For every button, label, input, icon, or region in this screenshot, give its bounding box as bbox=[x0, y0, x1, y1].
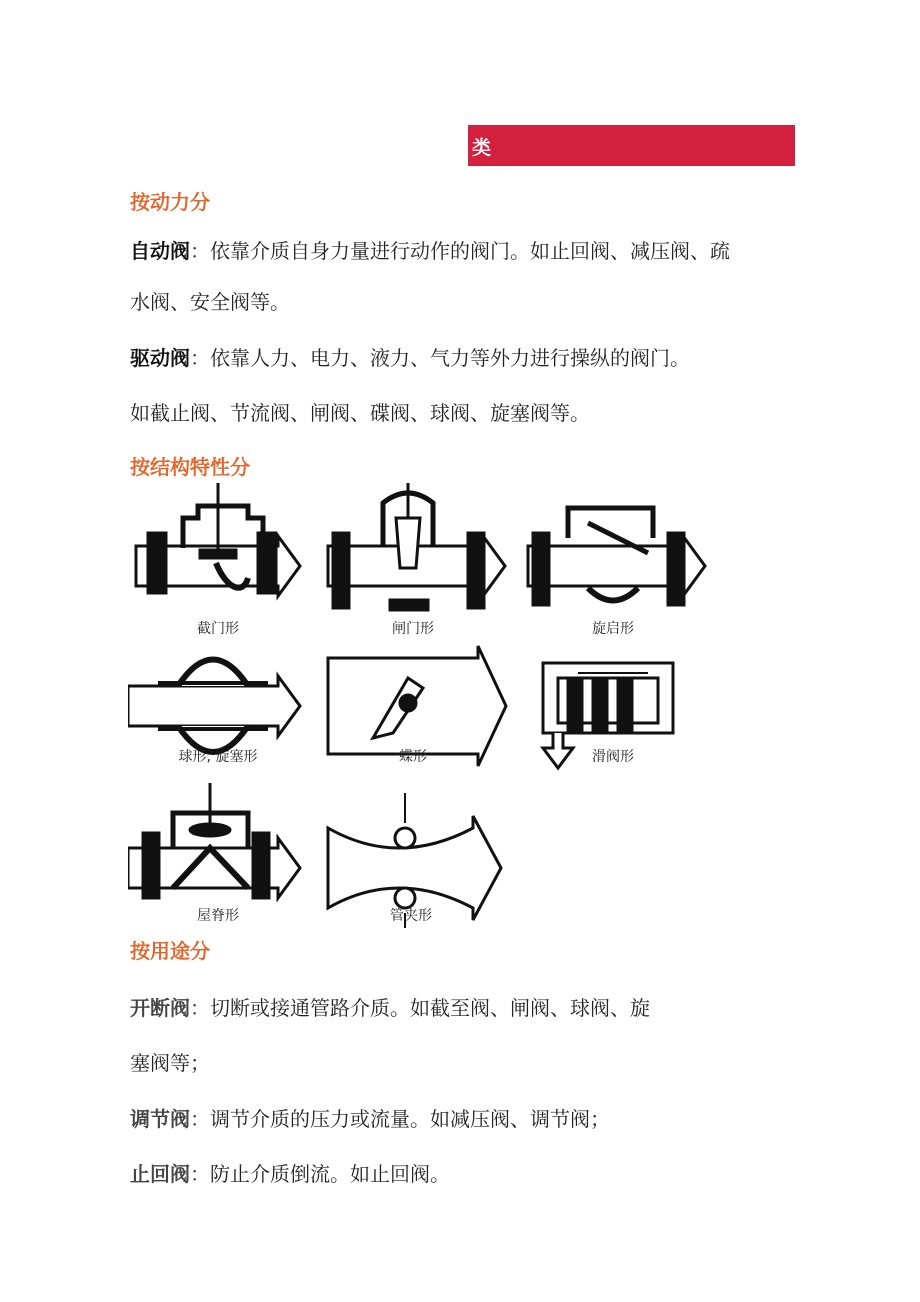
auto-valve-line-1 bbox=[130, 235, 730, 264]
caption-swing-check: 旋启形 bbox=[592, 621, 634, 637]
globe-valve-diagram bbox=[136, 483, 300, 596]
heading-by-usage: 按用途分 bbox=[130, 939, 210, 963]
caption-pinch: 管夹形 bbox=[390, 908, 432, 924]
caption-diaphragm: 屋脊形 bbox=[197, 908, 239, 924]
auto-valve-desc-1: 依靠介质自身力量进行动作的阀门。如止回阀、减压阀、疏 bbox=[210, 239, 730, 263]
valve-diagrams bbox=[128, 478, 708, 928]
caption-gate: 闸门形 bbox=[392, 621, 434, 637]
separator: ： bbox=[190, 1162, 210, 1186]
diaphragm-valve-diagram bbox=[128, 783, 300, 898]
gate-valve-diagram bbox=[328, 483, 505, 610]
onoff-valve-desc-1: 切断或接通管路介质。如截至阀、闸阀、球阀、旋 bbox=[210, 996, 650, 1020]
swing-check-valve-diagram bbox=[528, 508, 705, 605]
driven-valve-desc-1: 依靠人力、电力、液力、气力等外力进行操纵的阀门。 bbox=[210, 346, 690, 370]
title-banner bbox=[468, 125, 795, 166]
caption-butterfly: 蝶形 bbox=[399, 749, 427, 765]
separator: ： bbox=[190, 996, 210, 1020]
driven-valve-term: 驱动阀 bbox=[130, 346, 190, 370]
separator: ： bbox=[190, 239, 210, 263]
driven-valve-line-1 bbox=[130, 342, 690, 371]
onoff-valve-desc-2: 塞阀等； bbox=[130, 1051, 210, 1075]
regulating-valve-line bbox=[130, 1103, 610, 1132]
separator: ： bbox=[190, 1107, 210, 1131]
heading-by-structure: 按结构特性分 bbox=[130, 455, 250, 479]
regulating-valve-desc: 调节介质的压力或流量。如减压阀、调节阀； bbox=[210, 1107, 610, 1131]
onoff-valve-line-1 bbox=[130, 992, 650, 1021]
valve-structure-figure bbox=[128, 478, 708, 928]
auto-valve-term: 自动阀 bbox=[130, 239, 190, 263]
banner-title: 类 bbox=[472, 137, 492, 159]
check-valve-desc: 防止介质倒流。如止回阀。 bbox=[210, 1162, 450, 1186]
separator: ： bbox=[190, 346, 210, 370]
driven-valve-desc-2: 如截止阀、节流阀、闸阀、碟阀、球阀、旋塞阀等。 bbox=[130, 401, 590, 425]
ball-plug-valve-diagram bbox=[128, 660, 300, 753]
caption-ball-plug: 球形, 旋塞形 bbox=[178, 749, 258, 765]
onoff-valve-term: 开断阀 bbox=[130, 996, 190, 1020]
check-valve-term: 止回阀 bbox=[130, 1162, 190, 1186]
caption-globe: 截门形 bbox=[197, 621, 239, 637]
auto-valve-desc-2: 水阀、安全阀等。 bbox=[130, 290, 290, 314]
check-valve-line bbox=[130, 1158, 450, 1187]
caption-slide: 滑阀形 bbox=[592, 749, 634, 765]
regulating-valve-term: 调节阀 bbox=[130, 1107, 190, 1131]
heading-by-power: 按动力分 bbox=[130, 190, 210, 214]
